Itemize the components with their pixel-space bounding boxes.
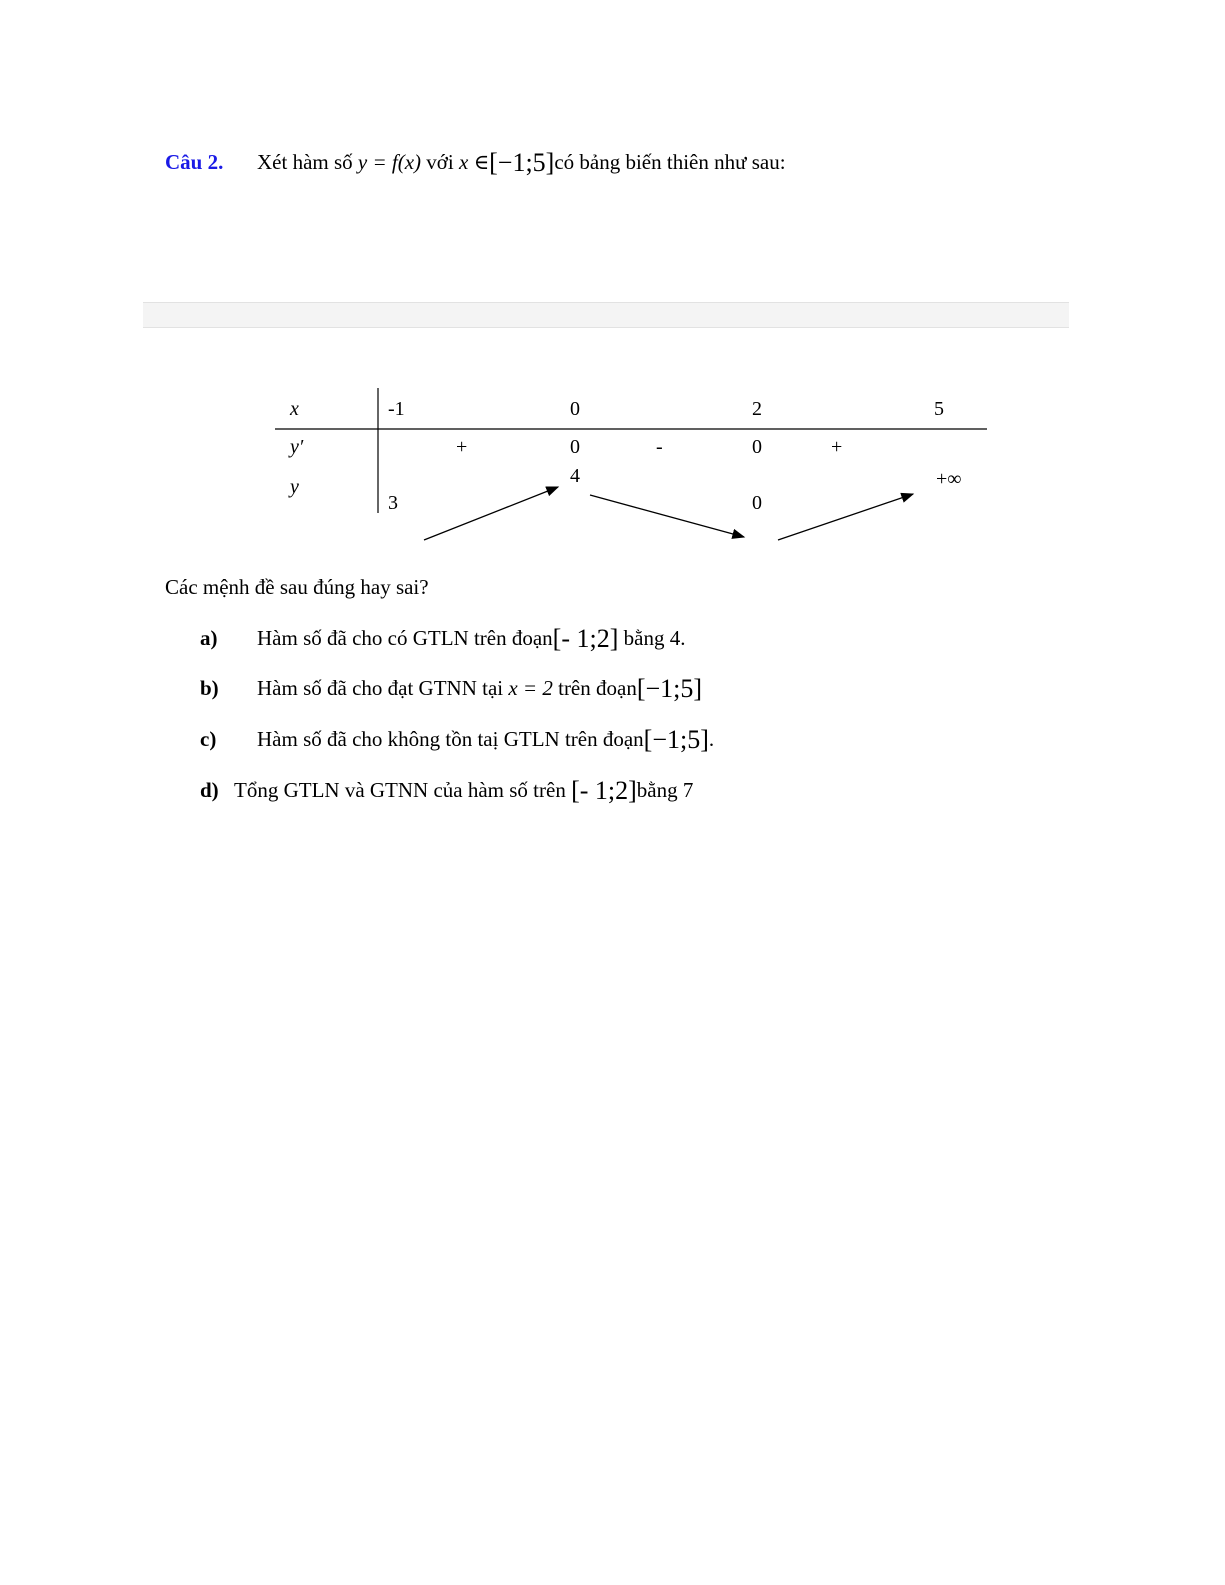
- intro-text-2: với: [421, 150, 459, 174]
- intro-text-3: có bảng biến thiên như sau:: [554, 150, 786, 174]
- question-intro: [257, 150, 786, 176]
- statement-before: Tổng GTLN và GTNN của hàm số trên: [234, 778, 572, 802]
- statement-text: [234, 778, 693, 804]
- y-value-min: 0: [752, 492, 762, 514]
- statements-prompt: Các mệnh đề sau đúng hay sai?: [165, 575, 429, 599]
- statement-interval: [- 1;2]: [552, 624, 619, 653]
- domain-variable: x ∈: [459, 150, 490, 174]
- statement-after: .: [708, 727, 715, 751]
- y-value-end: +∞: [936, 468, 962, 490]
- variation-table: [270, 385, 990, 550]
- derivative-sign-2: -: [656, 436, 663, 458]
- statement-after: bằng 7: [636, 778, 694, 802]
- statement-middle: trên đoạn: [552, 676, 637, 700]
- derivative-zero-1: 0: [570, 436, 580, 458]
- statement-text: [257, 727, 714, 753]
- statement-label: c): [200, 727, 217, 751]
- question-label: Câu 2.: [165, 150, 224, 174]
- statement-b: [0, 676, 1225, 706]
- x-value-2: 0: [570, 398, 580, 420]
- statement-math: x = 2: [508, 676, 553, 700]
- statement-text: [257, 626, 685, 652]
- function-expression: y = f(x): [357, 150, 422, 174]
- arrow-decreasing: [590, 495, 744, 537]
- statement-label: b): [200, 676, 219, 700]
- statement-a: [0, 626, 1225, 656]
- variation-table-svg: [270, 385, 990, 550]
- statement-before: Hàm số đã cho có GTLN trên đoạn: [257, 626, 553, 650]
- statement-interval: [- 1;2]: [571, 776, 637, 805]
- domain-interval: [−1;5]: [489, 148, 555, 177]
- row-label-y: y: [290, 476, 299, 498]
- statement-interval: [−1;5]: [643, 725, 709, 754]
- derivative-sign-1: +: [456, 436, 468, 458]
- arrow-increasing-2: [778, 494, 913, 540]
- y-value-start: 3: [388, 492, 398, 514]
- statement-label: a): [200, 626, 218, 650]
- statement-c: [0, 727, 1225, 757]
- row-label-x: x: [290, 398, 299, 420]
- x-value-3: 2: [752, 398, 762, 420]
- row-label-derivative: y′: [290, 436, 304, 458]
- statement-text: [257, 676, 702, 702]
- derivative-zero-2: 0: [752, 436, 762, 458]
- statement-d: [0, 778, 1225, 808]
- statement-before: Hàm số đã cho đạt GTNN tại: [257, 676, 509, 700]
- statement-after: bằng 4.: [618, 626, 686, 650]
- arrow-increasing-1: [424, 487, 558, 540]
- x-value-4: 5: [934, 398, 944, 420]
- statement-interval: [−1;5]: [636, 674, 703, 703]
- statement-before: Hàm số đã cho không tồn taị GTLN trên đoạn: [257, 727, 644, 751]
- intro-text-1: Xét hàm số: [257, 150, 358, 174]
- y-value-max: 4: [570, 465, 580, 487]
- derivative-sign-3: +: [831, 436, 843, 458]
- statement-label: d): [200, 778, 219, 802]
- x-value-1: -1: [388, 398, 405, 420]
- separator-band: [143, 302, 1069, 328]
